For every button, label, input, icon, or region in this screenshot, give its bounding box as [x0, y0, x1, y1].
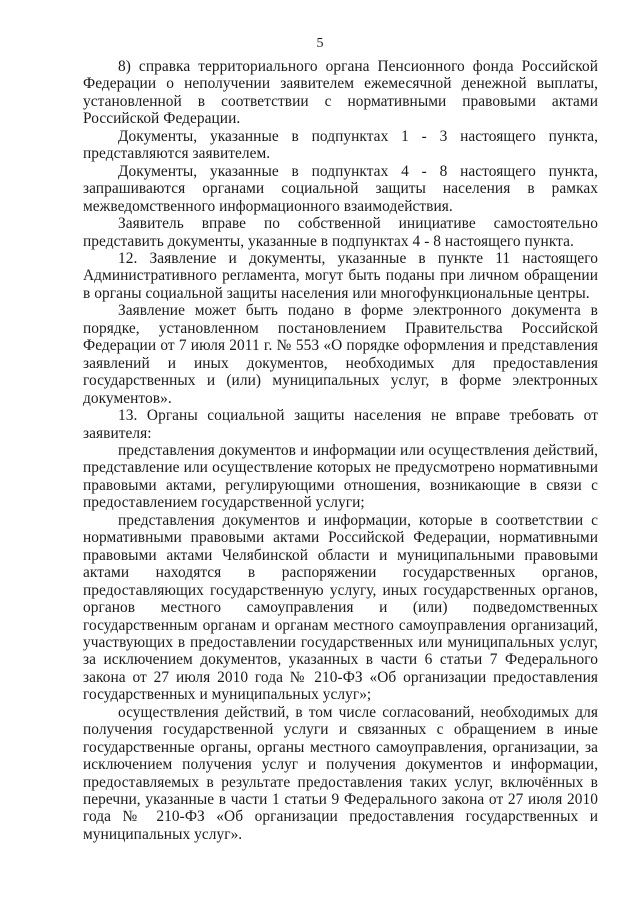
paragraph-not-required-documents: представления документов и информации или осуществления действий, представление или осуществление которых не предусмотрено нормативными правовыми актами, регулирующими отношения, возникающие в связи с предоставлением государственной услуги; [83, 441, 598, 512]
paragraph-actions-and-approvals: осуществления действий, в том числе согласований, необходимых для получения государственной услуги и связанных с обращением в иные государственные органы, органы местного самоуправления, организации, за исключением получения услуг и получения документов и информации, предоставляемых в результате предоставления таких услуг, включённых в перечни, указанные в части 1 статьи 9 Федерального закона от 27 июля 2010 года № 210-ФЗ «Об организации предоставления государственных и муниципальных услуг». [83, 703, 598, 843]
document-body [83, 58, 598, 843]
paragraph-documents-by-applicant: Документы, указанные в подпунктах 1 - 3 настоящего пункта, представляются заявителем. [83, 127, 598, 163]
paragraph-item-8-certificate: 8) справка территориального органа Пенсионного фонда Российской Федерации о неполучении заявителем ежемесячной денежной выплаты, установленной в соответствии с нормативными правовыми актами Российской Федерации. [83, 58, 598, 128]
paragraph-clause-12: 12. Заявление и документы, указанные в пункте 11 настоящего Административного регламента, могут быть поданы при личном обращении в органы социальной защиты населения или многофункциональные центры. [83, 249, 598, 302]
paragraph-electronic-submission: Заявление может быть подано в форме электронного документа в порядке, установленном постановлением Правительства Российской Федерации от 7 июля 2011 г. № 553 «О порядке оформления и представления заявлений и иных документов, необходимых для предоставления государственных и (или) муниципальных услуг, в форме электронных документов». [83, 302, 598, 407]
paragraph-applicant-initiative: Заявитель вправе по собственной инициативе самостоятельно представить документы, указанные в подпунктах 4 - 8 настоящего пункта. [83, 215, 598, 250]
paragraph-clause-13: 13. Органы социальной защиты населения не вправе требовать от заявителя: [83, 407, 598, 442]
paragraph-documents-requested: Документы, указанные в подпунктах 4 - 8 настоящего пункта, запрашиваются органами социальной защиты населения в рамках межведомственного информационного взаимодействия. [83, 162, 598, 215]
page-number: 5 [316, 36, 324, 51]
paragraph-documents-in-possession: представления документов и информации, которые в соответствии с нормативными правовыми актами Российской Федерации, нормативными правовыми актами Челябинской области и муниципальными правовыми актами находятся в распоряжении государственных органов, предоставляющих государственную услугу, иных государственных органов, органов местного самоуправления и (или) подведомственных государственным органам и органам местного самоуправления организаций, участвующих в предоставлении государственных или муниципальных услуг, за исключением документов, указанных в части 6 статьи 7 Федерального закона от 27 июля 2010 года № 210-ФЗ «Об организации предоставления государственных и муниципальных услуг»; [83, 511, 598, 704]
